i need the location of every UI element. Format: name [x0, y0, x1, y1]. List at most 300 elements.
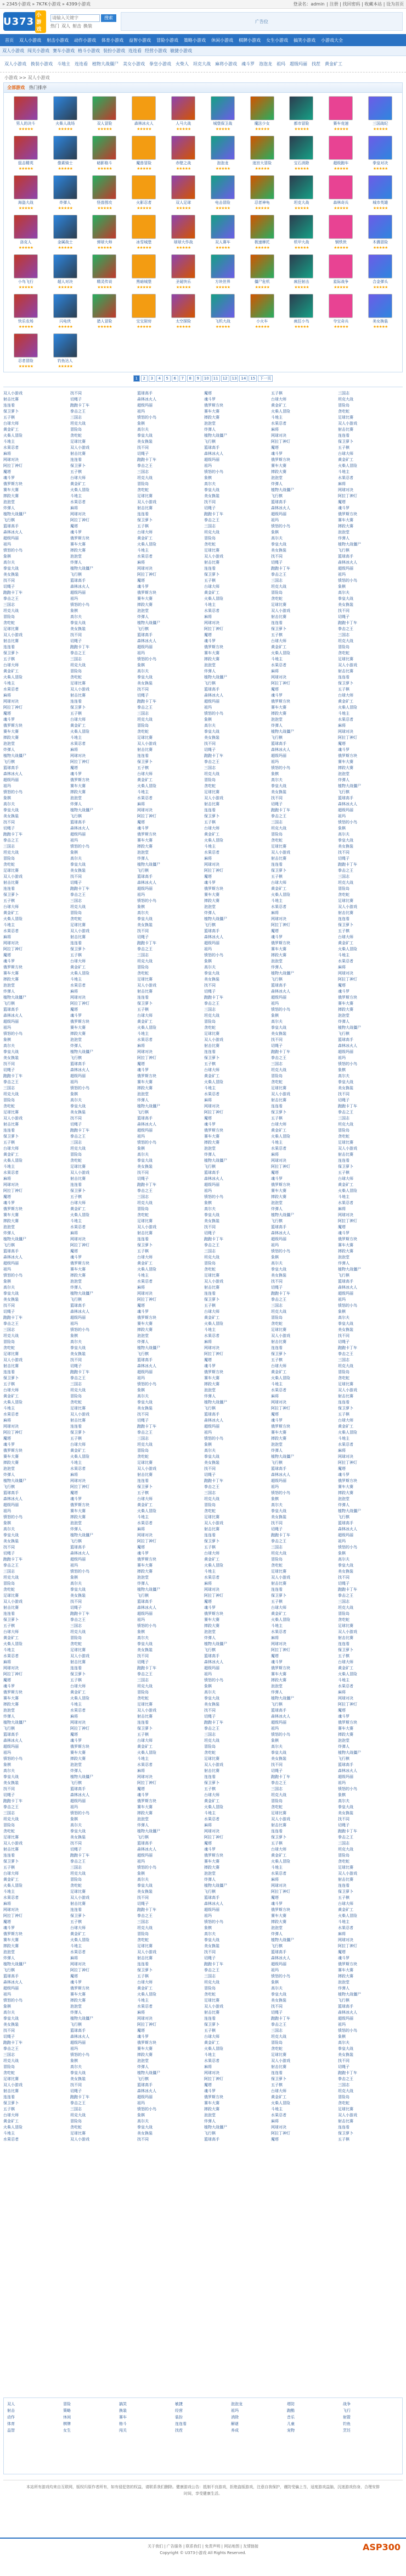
list-item[interactable]: 超级玛丽: [271, 512, 286, 516]
game-name[interactable]: 疯狂射击: [294, 280, 309, 284]
list-item[interactable]: 坦克大战: [338, 2089, 353, 2093]
list-item[interactable]: 斗地主: [3, 2131, 15, 2135]
list-item[interactable]: 网球对决: [137, 1291, 153, 1296]
list-item[interactable]: 植物大战僵尸: [338, 1992, 361, 1997]
list-item[interactable]: 三国志: [338, 391, 349, 395]
list-item[interactable]: 双人小游戏: [204, 1279, 223, 1284]
list-item[interactable]: 水果忍者: [70, 500, 86, 504]
list-item[interactable]: 双人小游戏: [204, 1763, 223, 1767]
game-card[interactable]: [46, 136, 85, 171]
list-item[interactable]: 台球大师: [3, 2113, 19, 2117]
list-item[interactable]: 高尔夫: [204, 1690, 216, 1694]
list-item[interactable]: 保卫萝卜: [70, 705, 86, 710]
list-item[interactable]: 射击比赛: [338, 2119, 353, 2123]
game-card[interactable]: [46, 175, 85, 210]
list-item[interactable]: 飞行棋: [271, 1219, 283, 1223]
list-item[interactable]: 切绳子: [70, 1605, 82, 1610]
list-item[interactable]: 阿拉丁神灯: [3, 1189, 22, 1193]
list-item[interactable]: 摔跤大赛: [137, 603, 153, 607]
list-item[interactable]: 魂斗罗: [338, 1231, 349, 1235]
category-link[interactable]: 找茬: [175, 2428, 183, 2433]
game-thumbnail[interactable]: [53, 333, 77, 358]
list-item[interactable]: 愤怒的小鸟: [271, 1732, 290, 1737]
list-item[interactable]: 五子棋: [338, 929, 349, 933]
list-item[interactable]: 拳皇大战: [271, 1509, 286, 1513]
list-item[interactable]: 赛车大赛: [70, 784, 86, 788]
list-item[interactable]: 俄罗斯方块: [271, 1908, 290, 1912]
list-item[interactable]: 双人小游戏: [3, 1116, 22, 1120]
list-item[interactable]: 水果忍者: [338, 476, 353, 480]
list-item[interactable]: 拳击之王: [137, 464, 153, 468]
list-item[interactable]: 美女换装: [3, 572, 19, 577]
list-item[interactable]: 冒险岛: [3, 856, 15, 861]
list-item[interactable]: 美女换装: [70, 627, 86, 631]
list-item[interactable]: 双人小游戏: [70, 1654, 89, 1658]
game-thumbnail[interactable]: [250, 136, 274, 160]
list-item[interactable]: 祖玛: [204, 947, 212, 951]
list-item[interactable]: 赛车大赛: [3, 1696, 19, 1700]
list-item[interactable]: 魂斗罗: [3, 1684, 15, 1688]
list-item[interactable]: 冒险岛: [70, 2119, 82, 2123]
list-item[interactable]: 台球大师: [3, 421, 19, 426]
list-item[interactable]: 泡泡堂: [338, 772, 349, 776]
list-item[interactable]: 连连看: [204, 566, 216, 571]
list-item[interactable]: 魂斗罗: [137, 1793, 149, 1797]
list-item[interactable]: 俄罗斯方块: [137, 1557, 156, 1562]
list-item[interactable]: 超级玛丽: [204, 1666, 219, 1670]
list-item[interactable]: 美女换装: [204, 494, 219, 498]
game-card[interactable]: [360, 175, 400, 210]
list-item[interactable]: 超级玛丽: [204, 699, 219, 704]
list-item[interactable]: 五子棋: [137, 1732, 149, 1737]
list-item[interactable]: 足球比赛: [137, 494, 153, 498]
game-name[interactable]: 都市冒险: [294, 121, 309, 126]
list-item[interactable]: 三国志: [338, 1358, 349, 1362]
tag-link[interactable]: 斗地主: [57, 62, 70, 66]
list-item[interactable]: 象棋: [137, 2113, 145, 2117]
list-item[interactable]: 森林冰火人: [70, 2034, 89, 2039]
list-item[interactable]: 拳击之王: [3, 1805, 19, 1809]
hot-word[interactable]: 热门: [50, 23, 59, 29]
list-item[interactable]: 跑跑卡丁车: [137, 1183, 156, 1187]
game-name[interactable]: 火柴人战场: [55, 121, 75, 126]
game-card[interactable]: [203, 294, 243, 329]
list-item[interactable]: 高尔夫: [70, 1098, 82, 1102]
game-name[interactable]: 魔法少女: [254, 121, 270, 126]
game-name[interactable]: 忍者冒险: [18, 359, 33, 363]
list-item[interactable]: 高尔夫: [338, 1799, 349, 1803]
list-item[interactable]: 三国志: [271, 1062, 283, 1066]
list-item[interactable]: 泡泡堂: [3, 1225, 15, 1229]
list-item[interactable]: 超级玛丽: [338, 1775, 353, 1779]
page-link[interactable]: 8: [187, 375, 194, 382]
list-item[interactable]: 象棋: [338, 1551, 346, 1555]
list-item[interactable]: 斗地主: [137, 1031, 149, 1036]
list-item[interactable]: 祖玛: [338, 2022, 346, 2027]
list-item[interactable]: 拳击之王: [338, 1110, 353, 1114]
list-item[interactable]: 泡泡堂: [137, 1575, 149, 1580]
list-item[interactable]: 保卫萝卜: [338, 1406, 353, 1410]
list-item[interactable]: 飞行棋: [271, 1460, 283, 1465]
list-item[interactable]: 斗地主: [204, 2053, 216, 2057]
list-item[interactable]: 足球比赛: [70, 2131, 86, 2135]
game-thumbnail[interactable]: [14, 254, 38, 278]
list-item[interactable]: 俄罗斯方块: [3, 723, 22, 728]
list-item[interactable]: 台球大师: [70, 717, 86, 722]
list-item[interactable]: 森林冰火人: [3, 772, 22, 776]
list-item[interactable]: 泡泡堂: [137, 1334, 149, 1338]
list-item[interactable]: 魂斗罗: [271, 935, 283, 939]
list-item[interactable]: 斗地主: [204, 1811, 216, 1815]
list-item[interactable]: 冒险岛: [204, 1744, 216, 1749]
list-item[interactable]: 足球比赛: [204, 1031, 219, 1036]
list-item[interactable]: 台球大师: [338, 693, 353, 698]
list-item[interactable]: 连连看: [271, 621, 283, 625]
game-card[interactable]: [243, 136, 282, 171]
list-item[interactable]: 象棋: [3, 1038, 11, 1042]
list-item[interactable]: 篮球高手: [271, 741, 286, 746]
list-item[interactable]: 拳击之王: [3, 1080, 19, 1084]
list-item[interactable]: 魔塔: [271, 1895, 279, 1900]
list-item[interactable]: 拳皇大战: [338, 596, 353, 601]
list-item[interactable]: 泡泡堂: [137, 1092, 149, 1096]
list-item[interactable]: 飞行棋: [137, 1593, 149, 1598]
list-item[interactable]: 超级玛丽: [338, 2016, 353, 2021]
list-item[interactable]: 斗地主: [271, 1624, 283, 1628]
list-item[interactable]: 摔跤大赛: [204, 415, 219, 420]
list-item[interactable]: 摔跤大赛: [338, 766, 353, 770]
list-item[interactable]: 贪吃蛇: [271, 596, 283, 601]
list-item[interactable]: 斗地主: [3, 681, 15, 685]
list-item[interactable]: 赛车大赛: [338, 1726, 353, 1731]
list-item[interactable]: 阿拉丁神灯: [70, 1485, 89, 1489]
list-item[interactable]: 美女换装: [70, 1593, 86, 1598]
list-item[interactable]: 贪吃蛇: [338, 1376, 349, 1380]
list-item[interactable]: 摔跤大赛: [338, 1249, 353, 1253]
list-item[interactable]: 斗地主: [137, 1515, 149, 1519]
list-item[interactable]: 阿拉丁神灯: [204, 1352, 223, 1356]
list-item[interactable]: 超级玛丽: [70, 590, 86, 595]
list-item[interactable]: 三国志: [271, 1787, 283, 1791]
list-item[interactable]: 美女换装: [338, 1811, 353, 1815]
list-item[interactable]: 炸弹人: [338, 1744, 349, 1749]
list-item[interactable]: 俄罗斯方块: [338, 995, 357, 1000]
category-link[interactable]: 冒险: [63, 2402, 71, 2406]
nav-item[interactable]: 动作小游戏: [74, 37, 96, 43]
list-item[interactable]: 网球对决: [70, 1720, 86, 1725]
list-item[interactable]: 炸弹人: [70, 560, 82, 565]
list-item[interactable]: 火柴人冒险: [70, 729, 89, 734]
list-item[interactable]: 愤怒的小鸟: [204, 470, 223, 474]
list-item[interactable]: 双人小游戏: [338, 1388, 357, 1392]
list-item[interactable]: 麻将: [338, 723, 346, 728]
game-name[interactable]: 木偶冒险: [373, 240, 388, 244]
list-item[interactable]: 火柴人冒险: [137, 1025, 156, 1030]
list-item[interactable]: 网球对决: [338, 1696, 353, 1700]
list-item[interactable]: 炸弹人: [3, 1956, 15, 1960]
list-item[interactable]: 植物大战僵尸: [70, 566, 93, 571]
list-item[interactable]: 拳击之王: [3, 596, 19, 601]
list-item[interactable]: 麻将: [3, 1177, 11, 1181]
list-item[interactable]: 超级玛丽: [204, 1183, 219, 1187]
list-item[interactable]: 网球对决: [338, 729, 353, 734]
list-item[interactable]: 射击比赛: [338, 669, 353, 673]
list-item[interactable]: 超级玛丽: [70, 1315, 86, 1320]
list-item[interactable]: 射击比赛: [204, 802, 219, 806]
list-item[interactable]: 坦克大战: [137, 1442, 153, 1447]
list-item[interactable]: 麻将: [204, 615, 212, 619]
list-item[interactable]: 五子棋: [3, 657, 15, 661]
list-item[interactable]: 魔塔: [204, 1358, 212, 1362]
list-item[interactable]: 愤怒的小鸟: [338, 578, 357, 583]
list-item[interactable]: 篮球高手: [271, 1225, 286, 1229]
list-item[interactable]: 找不同: [271, 2004, 283, 2009]
list-item[interactable]: 网球对决: [271, 917, 286, 921]
list-item[interactable]: 跑跑卡丁车: [137, 458, 156, 462]
game-name[interactable]: 飞机大战: [215, 319, 230, 324]
list-item[interactable]: 拳皇大战: [271, 1992, 286, 1997]
list-item[interactable]: 摔跤大赛: [70, 1998, 86, 2003]
list-item[interactable]: 拳皇大战: [3, 808, 19, 812]
list-item[interactable]: 足球比赛: [271, 1569, 286, 1574]
list-item[interactable]: 跑跑卡丁车: [3, 1557, 22, 1562]
list-item[interactable]: 阿拉丁神灯: [137, 1781, 156, 1785]
list-item[interactable]: 象棋: [3, 796, 11, 800]
list-item[interactable]: 火柴人冒险: [3, 917, 22, 921]
list-item[interactable]: 魂斗罗: [271, 451, 283, 456]
list-item[interactable]: 拳皇大战: [338, 838, 353, 843]
list-item[interactable]: 俄罗斯方块: [338, 512, 357, 516]
list-item[interactable]: 超级玛丽: [271, 754, 286, 758]
list-item[interactable]: 美女换装: [70, 868, 86, 873]
list-item[interactable]: 坦克大战: [3, 1334, 19, 1338]
list-item[interactable]: 象棋: [137, 905, 145, 909]
game-thumbnail[interactable]: [171, 294, 195, 318]
list-item[interactable]: 找不同: [137, 687, 149, 692]
list-item[interactable]: 足球比赛: [3, 1835, 19, 1839]
list-item[interactable]: 拳击之王: [204, 1243, 219, 1247]
list-item[interactable]: 俄罗斯方块: [3, 1207, 22, 1211]
list-item[interactable]: 泡泡堂: [70, 1279, 82, 1284]
game-thumbnail[interactable]: [171, 254, 195, 278]
list-item[interactable]: 切绳子: [70, 1847, 82, 1852]
list-item[interactable]: 台球大师: [137, 1497, 153, 1501]
list-item[interactable]: 网球对决: [204, 1829, 219, 1833]
list-item[interactable]: 斗地主: [271, 899, 283, 903]
list-item[interactable]: 摔跤大赛: [338, 1007, 353, 1012]
game-thumbnail[interactable]: [132, 215, 156, 239]
list-item[interactable]: 网球对决: [3, 1908, 19, 1912]
list-item[interactable]: 拳皇大战: [204, 729, 219, 734]
list-item[interactable]: 贪吃蛇: [3, 1346, 15, 1350]
list-item[interactable]: 飞行棋: [70, 1297, 82, 1302]
list-item[interactable]: 摔跤大赛: [271, 953, 286, 957]
list-item[interactable]: 水果忍者: [70, 1225, 86, 1229]
list-item[interactable]: 三国志: [204, 524, 216, 528]
game-thumbnail[interactable]: [289, 136, 313, 160]
game-card[interactable]: [243, 175, 282, 210]
list-item[interactable]: 拳击之王: [3, 838, 19, 843]
list-item[interactable]: 黄金矿工: [70, 1448, 86, 1453]
list-item[interactable]: 炸弹人: [3, 1714, 15, 1719]
game-thumbnail[interactable]: [132, 254, 156, 278]
list-item[interactable]: 保卫萝卜: [137, 1001, 153, 1006]
list-item[interactable]: 火柴人冒险: [204, 1563, 223, 1568]
list-item[interactable]: 三国志: [3, 844, 15, 849]
list-item[interactable]: 水果忍者: [70, 983, 86, 988]
list-item[interactable]: 篮球高手: [70, 1545, 86, 1549]
list-item[interactable]: 愤怒的小鸟: [70, 603, 89, 607]
category-link[interactable]: 宠物: [287, 2428, 295, 2433]
tag-link[interactable]: 麻将小游戏: [215, 62, 237, 66]
game-name[interactable]: 僵尸危机: [254, 280, 270, 284]
list-item[interactable]: 魔塔: [70, 1732, 78, 1737]
list-item[interactable]: 贪吃蛇: [204, 542, 216, 547]
list-item[interactable]: 超级玛丽: [137, 886, 153, 891]
list-item[interactable]: 保卫萝卜: [70, 1672, 86, 1676]
list-item[interactable]: 飞行棋: [70, 814, 82, 818]
list-item[interactable]: 火柴人冒险: [271, 651, 290, 655]
list-item[interactable]: 植物大战僵尸: [271, 1454, 294, 1459]
list-item[interactable]: 祖玛: [70, 2047, 78, 2051]
list-item[interactable]: 拳皇大战: [204, 1696, 219, 1700]
list-item[interactable]: 植物大战僵尸: [137, 621, 160, 625]
list-item[interactable]: 贪吃蛇: [338, 893, 349, 897]
list-item[interactable]: 愤怒的小鸟: [137, 1624, 156, 1628]
list-item[interactable]: 火柴人冒险: [3, 433, 22, 438]
list-item[interactable]: 炸弹人: [70, 1527, 82, 1531]
list-item[interactable]: 麻将: [204, 1581, 212, 1586]
list-item[interactable]: 双人小游戏: [70, 1170, 89, 1175]
list-item[interactable]: 泡泡堂: [70, 2004, 82, 2009]
game-thumbnail[interactable]: [250, 215, 274, 239]
list-item[interactable]: 台球大师: [137, 772, 153, 776]
list-item[interactable]: 摔跤大赛: [271, 1678, 286, 1682]
list-item[interactable]: 三国志: [338, 1116, 349, 1120]
list-item[interactable]: 射击比赛: [3, 639, 19, 643]
list-item[interactable]: 森林冰火人: [3, 1980, 22, 1984]
game-thumbnail[interactable]: [171, 96, 195, 120]
list-item[interactable]: 摔跤大赛: [271, 1195, 286, 1199]
list-item[interactable]: 摔跤大赛: [3, 1702, 19, 1707]
list-item[interactable]: 跑跑卡丁车: [70, 1370, 89, 1374]
game-card[interactable]: [282, 254, 322, 289]
game-card[interactable]: [163, 96, 203, 131]
list-item[interactable]: 切绳子: [3, 2034, 15, 2039]
list-item[interactable]: 赛车大赛: [3, 971, 19, 975]
list-item[interactable]: 射击比赛: [271, 1823, 286, 1827]
list-item[interactable]: 美女换装: [137, 1164, 153, 1169]
list-item[interactable]: 坦克大战: [271, 1068, 286, 1072]
tag-link[interactable]: 魂斗罗: [241, 62, 255, 66]
list-item[interactable]: 冒险岛: [70, 911, 82, 915]
list-item[interactable]: 台球大师: [204, 1793, 219, 1797]
list-item[interactable]: 篮球高手: [137, 874, 153, 879]
list-item[interactable]: 拳皇大战: [70, 621, 86, 625]
list-item[interactable]: 摔跤大赛: [137, 844, 153, 849]
list-item[interactable]: 射击比赛: [204, 560, 219, 565]
list-item[interactable]: 黄金矿工: [338, 941, 353, 945]
list-item[interactable]: 黄金矿工: [338, 1183, 353, 1187]
list-item[interactable]: 篮球高手: [338, 1038, 353, 1042]
list-item[interactable]: 五子棋: [204, 1545, 216, 1549]
game-card[interactable]: [360, 136, 400, 171]
list-item[interactable]: 炸弹人: [137, 1098, 149, 1102]
list-item[interactable]: 麻将: [70, 748, 78, 752]
category-link[interactable]: 儿童: [287, 2422, 295, 2426]
list-item[interactable]: 足球比赛: [204, 1515, 219, 1519]
list-item[interactable]: 冒险岛: [338, 1370, 349, 1374]
list-item[interactable]: 网球对决: [3, 458, 19, 462]
list-item[interactable]: 网球对决: [271, 433, 286, 438]
list-item[interactable]: 篮球高手: [137, 1841, 153, 1845]
list-item[interactable]: 拳击之王: [338, 2077, 353, 2081]
list-item[interactable]: 拳击之王: [137, 1430, 153, 1435]
game-name[interactable]: 冰雪城堡: [136, 240, 152, 244]
list-item[interactable]: 网球对决: [70, 1237, 86, 1241]
list-item[interactable]: 超级玛丽: [204, 458, 219, 462]
nav-item[interactable]: 女生小游戏: [266, 37, 288, 43]
list-item[interactable]: 火柴人冒险: [137, 1992, 156, 1997]
list-item[interactable]: 连连看: [271, 1587, 283, 1592]
game-name[interactable]: 猎人冒险: [97, 319, 112, 324]
list-item[interactable]: 篮球高手: [204, 2137, 219, 2142]
list-item[interactable]: 阿拉丁神灯: [70, 518, 89, 522]
game-thumbnail[interactable]: [14, 294, 38, 318]
game-thumbnail[interactable]: [289, 96, 313, 120]
list-item[interactable]: 飞行棋: [137, 1110, 149, 1114]
list-item[interactable]: 找不同: [70, 1841, 82, 1845]
list-item[interactable]: 网球对决: [204, 1587, 219, 1592]
game-name[interactable]: 迷宫大冒险: [252, 161, 272, 165]
list-item[interactable]: 植物大战僵尸: [204, 433, 227, 438]
list-item[interactable]: 坦克大战: [3, 2059, 19, 2063]
list-item[interactable]: 拳击之王: [70, 893, 86, 897]
list-item[interactable]: 保卫萝卜: [137, 760, 153, 764]
list-item[interactable]: 愤怒的小鸟: [204, 1436, 223, 1441]
list-item[interactable]: 火柴人冒险: [338, 1672, 357, 1676]
page-link[interactable]: 7: [179, 375, 186, 382]
list-item[interactable]: 足球比赛: [3, 1593, 19, 1598]
list-item[interactable]: 找不同: [3, 2028, 15, 2033]
game-card[interactable]: [163, 175, 203, 210]
list-item[interactable]: 赛车大赛: [3, 1938, 19, 1942]
list-item[interactable]: 三国志: [70, 415, 82, 420]
list-item[interactable]: 俄罗斯方块: [137, 1315, 156, 1320]
list-item[interactable]: 炸弹人: [338, 1986, 349, 1990]
list-item[interactable]: 炸弹人: [70, 1769, 82, 1773]
list-item[interactable]: 连连看: [271, 1829, 283, 1833]
list-item[interactable]: 植物大战僵尸: [204, 1883, 227, 1888]
list-item[interactable]: 跑跑卡丁车: [338, 1587, 357, 1592]
list-item[interactable]: 愤怒的小鸟: [271, 1007, 290, 1012]
list-item[interactable]: 黄金矿工: [271, 1128, 286, 1133]
game-name[interactable]: 方块世界: [215, 280, 230, 284]
list-item[interactable]: 冒险岛: [271, 590, 283, 595]
list-item[interactable]: 连连看: [3, 886, 15, 891]
list-item[interactable]: 网球对决: [137, 808, 153, 812]
list-item[interactable]: 黄金矿工: [137, 1986, 153, 1990]
list-item[interactable]: 俄罗斯方块: [3, 482, 22, 486]
list-item[interactable]: 超级玛丽: [137, 1853, 153, 1858]
list-item[interactable]: 黄金矿工: [271, 2095, 286, 2099]
list-item[interactable]: 魂斗罗: [70, 772, 82, 776]
game-card[interactable]: [163, 215, 203, 250]
page-link[interactable]: 1: [133, 375, 140, 382]
list-item[interactable]: 祖玛: [137, 893, 145, 897]
list-item[interactable]: 火柴人冒险: [271, 1376, 290, 1380]
list-item[interactable]: 炸弹人: [137, 615, 149, 619]
